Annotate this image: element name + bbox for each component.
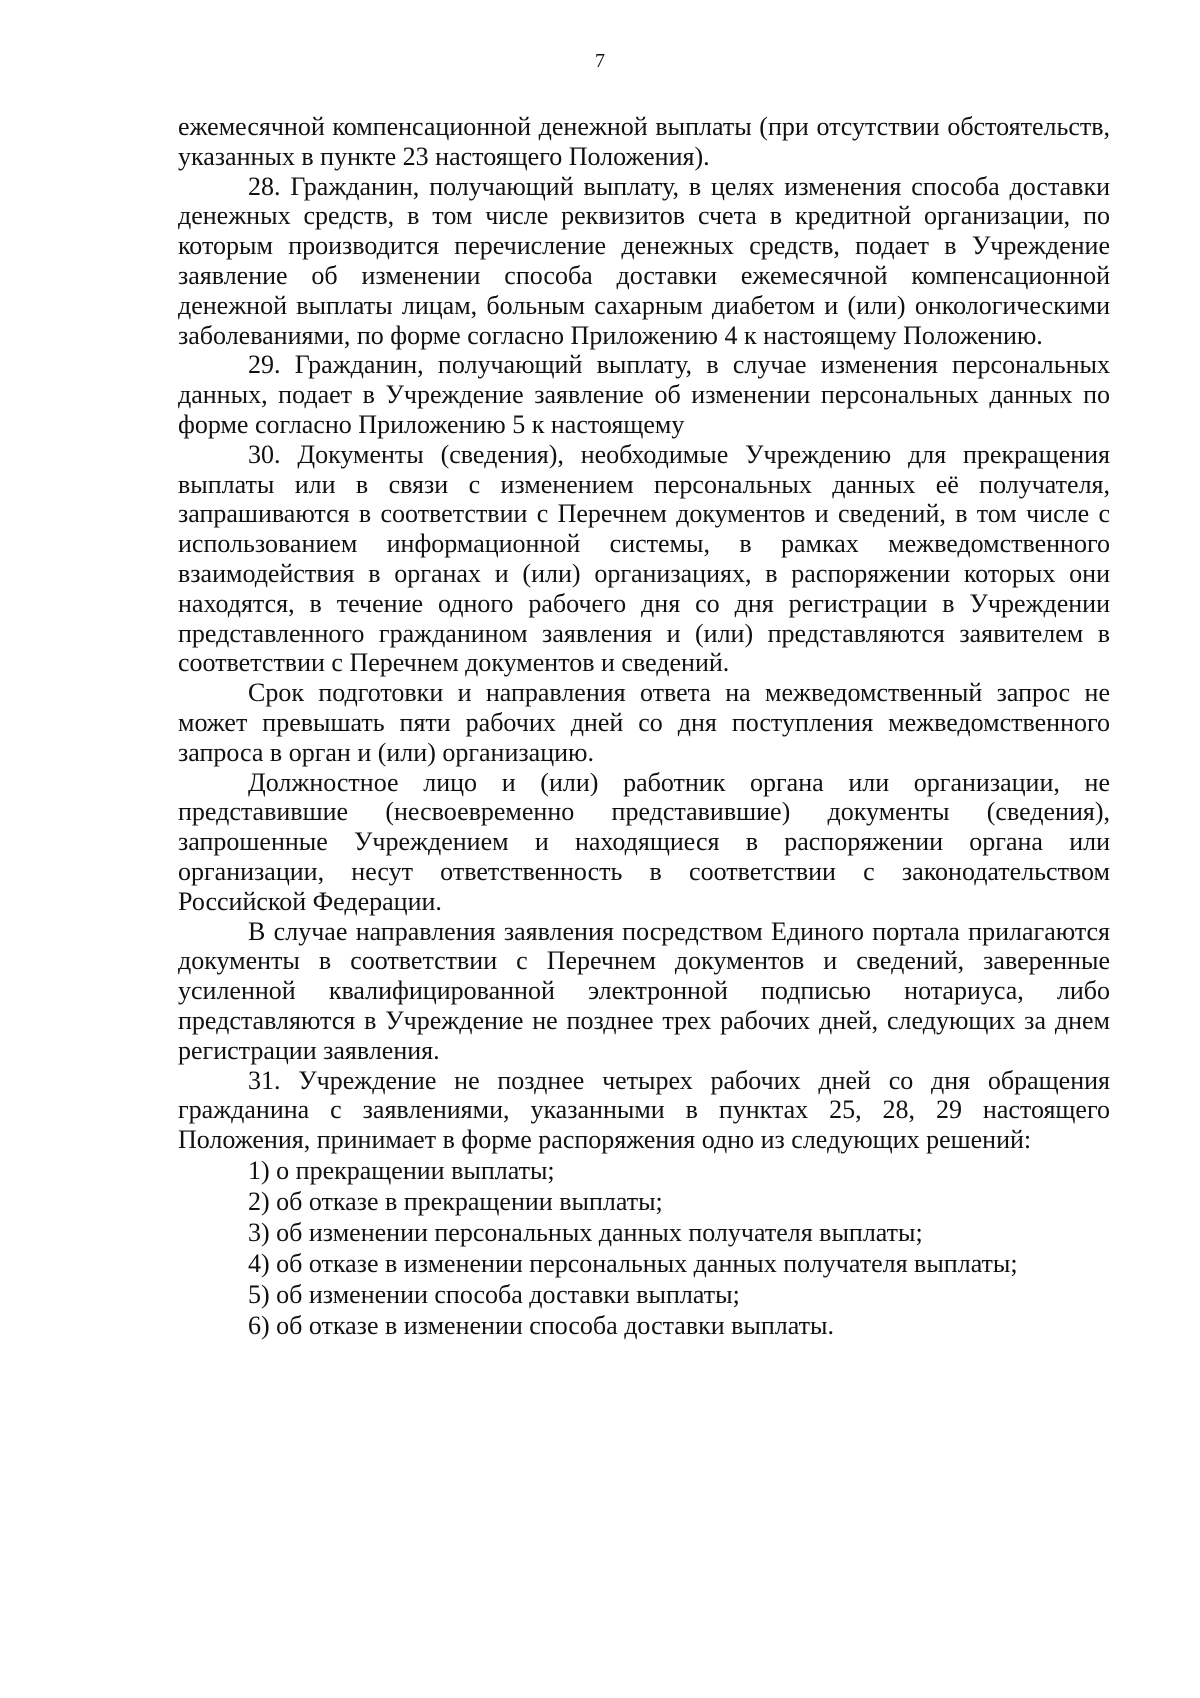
list-item: 6) об отказе в изменении способа доставки выплаты. (248, 1310, 834, 1340)
paragraph-unified-portal: В случае направления заявления посредством Единого портала прилагаются документы в соответствии с Перечнем документов и сведений, заверенные усиленной квалифицированной электронной подписью нотариуса, либо представляются в Учреждение не позднее трех рабочих дней, следующих за днем регистрации заявления. (178, 916, 1110, 1065)
list-item: 4) об отказе в изменении персональных данных получателя выплаты; (248, 1248, 1018, 1278)
paragraph-response-deadline: Срок подготовки и направления ответа на межведомственный запрос не может превышать пяти рабочих дней со дня поступления межведомственного запроса в орган и (или) организацию. (178, 678, 1110, 767)
list-item: 5) об изменении способа доставки выплаты; (248, 1279, 740, 1309)
paragraph-continuation: ежемесячной компенсационной денежной выплаты (при отсутствии обстоятельств, указанных в пункте 23 настоящего Положения). (178, 112, 1110, 171)
paragraph-responsibility: Должностное лицо и (или) работник органа или организации, не представившие (несвоевременно представившие) документы (сведения), запрошенные Учреждением и находящиеся в распоряжении органа или организации, несут ответственность в соответствии с законодательством Российской Федерации. (178, 767, 1110, 916)
list-item: 3) об изменении персональных данных получателя выплаты; (248, 1217, 923, 1247)
paragraph-30: 30. Документы (сведения), необходимые Учреждению для прекращения выплаты или в связи с изменением персональных данных её получателя, запрашиваются в соответствии с Перечнем документов и сведений, в том числе с использованием информационной системы, в рамках межведомственного взаимодействия в органах и (или) организациях, в распоряжении которых они находятся, в течение одного рабочего дня со дня регистрации в Учреждении представленного гражданином заявления и (или) представляются заявителем в соответствии с Перечнем документов и сведений. (178, 439, 1110, 678)
paragraph-28: 28. Гражданин, получающий выплату, в целях изменения способа доставки денежных средств, в том числе реквизитов счета в кредитной организации, по которым производится перечисление денежных средств, подает в Учреждение заявление об изменении способа доставки ежемесячной компенсационной денежной выплаты лицам, больным сахарным диабетом и (или) онкологическими заболеваниями, по форме согласно Приложению 4 к настоящему Положению. (178, 171, 1110, 350)
list-item: 2) об отказе в прекращении выплаты; (248, 1186, 663, 1216)
decision-list (178, 1155, 1110, 1341)
document-body (178, 112, 1110, 1341)
paragraph-29: 29. Гражданин, получающий выплату, в случае изменения персональных данных, подает в Учреждение заявление об изменении персональных данных по форме согласно Приложению 5 к настоящему (178, 350, 1110, 439)
page-number: 7 (595, 50, 605, 72)
paragraph-31: 31. Учреждение не позднее четырех рабочих дней со дня обращения гражданина с заявлениями, указанными в пунктах 25, 28, 29 настоящего Положения, принимает в форме распоряжения одно из следующих решений: (178, 1065, 1110, 1155)
list-item: 1) о прекращении выплаты; (248, 1155, 555, 1185)
